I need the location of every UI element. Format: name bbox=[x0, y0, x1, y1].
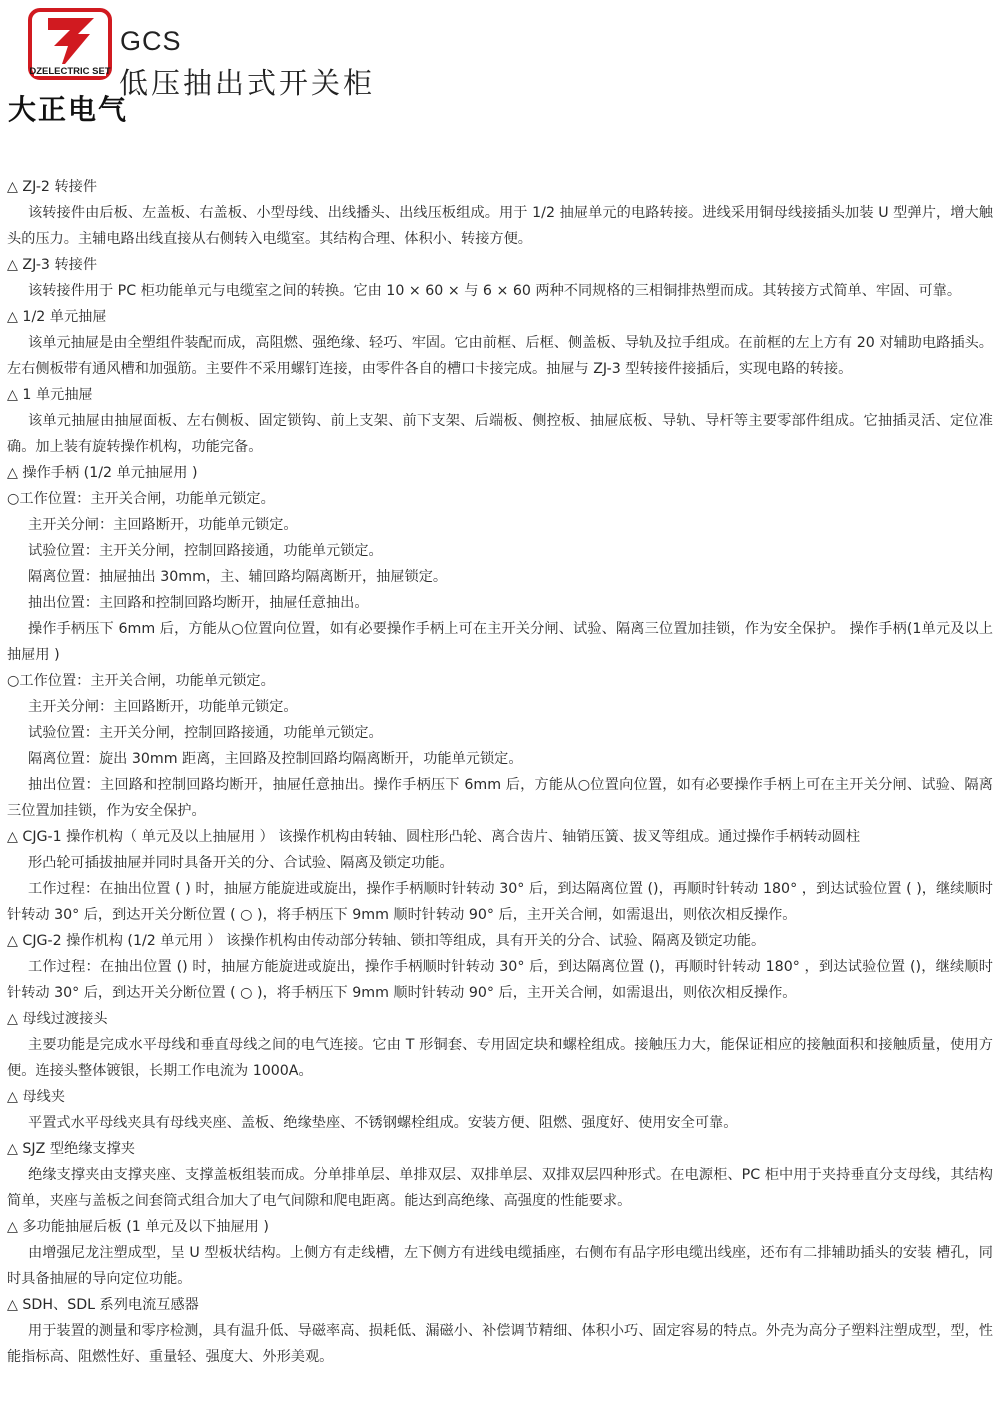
logo-text: DZELECTRIC SET bbox=[29, 66, 111, 77]
body-paragraph: 形凸轮可插拔抽屉并同时具备开关的分、合试验、隔离及锁定功能。 bbox=[28, 855, 454, 871]
section-heading: △ 母线夹 bbox=[7, 1089, 65, 1105]
section-heading: △ ZJ-3 转接件 bbox=[7, 257, 98, 273]
body-paragraph: 该单元抽屉是由全塑组件装配而成，高阻燃、强绝缘、轻巧、牢固。它由前框、后框、侧盖板、导轨及拉手组成。在前框的左上方有 20 对辅助电路插头。左右侧板带有通风槽和加强筋。主要件不采用螺钉连接，由零件各自的槽口卡接完成。抽屉与 ZJ-3 型转接件接插后，实现电路的转接。 bbox=[7, 335, 993, 377]
section-heading: △ 1/2 单元抽屉 bbox=[7, 309, 107, 325]
body-paragraph: 主开关分闸：主回路断开，功能单元锁定。 bbox=[28, 517, 298, 533]
section-heading: △ SDH、SDL 系列电流互感器 bbox=[7, 1297, 199, 1313]
body-paragraph: 由增强尼龙注塑成型，呈 U 型板状结构。上侧方有走线槽，左下侧方有进线电缆插座，右侧布有品字形电缆出线座，还布有二排辅助插头的安装 槽孔，同时具备抽屉的导向定位功能。 bbox=[7, 1245, 993, 1287]
body-paragraph: 平置式水平母线夹具有母线夹座、盖板、绝缘垫座、不锈钢螺栓组成。安装方便、阻燃、强度好、使用安全可靠。 bbox=[28, 1115, 738, 1131]
section-heading: △ CJG-2 操作机构 (1/2 单元用 ） 该操作机构由传动部分转轴、锁扣等组成，具有开关的分合、试验、隔离及锁定功能。 bbox=[7, 933, 766, 949]
body-paragraph: 抽出位置：主回路和控制回路均断开，抽屉任意抽出。 bbox=[28, 595, 369, 611]
section-heading: △ ZJ-2 转接件 bbox=[7, 179, 98, 195]
page-header bbox=[0, 0, 1000, 130]
section-heading: △ 多功能抽屉后板 (1 单元及以下抽屉用 ) bbox=[7, 1219, 269, 1235]
brand-name-cn: 大正电气 bbox=[8, 93, 129, 126]
section-heading: △ CJG-1 操作机构（ 单元及以上抽屉用 ） 该操作机构由转轴、圆柱形凸轮、离合齿片、轴销压簧、拔叉等组成。通过操作手柄转动圆柱 bbox=[7, 829, 861, 845]
section-heading: △ 1 单元抽屉 bbox=[7, 387, 93, 403]
body-paragraph: 该转接件用于 PC 柜功能单元与电缆室之间的转换。它由 10 × 60 × 与 6 × 60 两种不同规格的三相铜排热塑而成。其转接方式简单、牢固、可靠。 bbox=[28, 283, 962, 299]
section-heading: △ 操作手柄 (1/2 单元抽屉用 ) bbox=[7, 465, 198, 481]
body-paragraph: 该转接件由后板、左盖板、右盖板、小型母线、出线播头、出线压板组成。用于 1/2 抽屉单元的电路转接。进线采用铜母线接插头加装 U 型弹片，增大触头的压力。主辅电路出线直接从右侧转入电缆室。其结构合理、体积小、转接方便。 bbox=[7, 205, 993, 247]
body-paragraph: 隔离位置：抽屉抽出 30mm，主、辅回路均隔离断开，抽屉锁定。 bbox=[28, 569, 448, 585]
document-body bbox=[7, 174, 993, 1370]
section-heading: △ SJZ 型绝缘支撑夹 bbox=[7, 1141, 135, 1157]
body-paragraph: 抽出位置：主回路和控制回路均断开，抽屉任意抽出。操作手柄压下 6mm 后，方能从○位置向位置，如有必要操作手柄上可在主开关分闸、试验、隔离三位置加挂锁，作为安全保护。 bbox=[7, 777, 993, 819]
body-paragraph: 主要功能是完成水平母线和垂直母线之间的电气连接。它由 T 形铜套、专用固定块和螺栓组成。接触压力大，能保证相应的接触面积和接触质量，使用方便。连接头整体镀银，长期工作电流为 1000A。 bbox=[7, 1037, 993, 1079]
page-title-cn: 低压抽出式开关柜 bbox=[119, 66, 376, 100]
body-paragraph: 该单元抽屉由抽屉面板、左右侧板、固定锁钩、前上支架、前下支架、后端板、侧控板、抽屉底板、导轨、导杆等主要零部件组成。它抽插灵活、定位准确。加上装有旋转操作机构，功能完备。 bbox=[7, 413, 993, 455]
body-paragraph: 试验位置：主开关分闸，控制回路接通，功能单元锁定。 bbox=[28, 543, 383, 559]
section-heading: △ 母线过渡接头 bbox=[7, 1011, 108, 1027]
body-paragraph: 工作过程：在抽出位置 () 时，抽屉方能旋进或旋出，操作手柄顺时针转动 30° 后，到达隔离位置 ()，再顺时针转动 180° ，到达试验位置 ()，继续顺时针转动 30° 后，到达开关分断位置 ( ○ )，将手柄压下 9mm 顺时针转动 90° 后，主开关合闸，如需退出，则依次相反操作。 bbox=[7, 959, 993, 1001]
body-paragraph: ○工作位置：主开关合闸，功能单元锁定。 bbox=[7, 673, 275, 689]
body-paragraph: 工作过程：在抽出位置 ( ) 时，抽屉方能旋进或旋出，操作手柄顺时针转动 30° 后，到达隔离位置 ()，再顺时针转动 180° ，到达试验位置 ( )，继续顺时针转动 30° 后，到达开关分断位置 ( ○ )，将手柄压下 9mm 顺时针转动 90° 后，主开关合闸，如需退出，则依次相反操作。 bbox=[7, 881, 993, 923]
body-paragraph: 绝缘支撑夹由支撑夹座、支撑盖板组装而成。分单排单层、单排双层、双排单层、双排双层四种形式。在电源柜、PC 柜中用于夹持垂直分支母线，其结构简单，夹座与盖板之间套筒式组合加大了电气间隙和爬电距离。能达到高绝缘、高强度的性能要求。 bbox=[7, 1167, 993, 1209]
page-title-en: GCS bbox=[120, 26, 182, 56]
body-paragraph: 隔离位置：旋出 30mm 距离，主回路及控制回路均隔离断开，功能单元锁定。 bbox=[28, 751, 523, 767]
body-paragraph: ○工作位置：主开关合闸，功能单元锁定。 bbox=[7, 491, 275, 507]
body-paragraph: 主开关分闸：主回路断开，功能单元锁定。 bbox=[28, 699, 298, 715]
body-paragraph: 用于装置的测量和零序检测，具有温升低、导磁率高、损耗低、漏磁小、补偿调节精细、体积小巧、固定容易的特点。外壳为高分子塑料注塑成型，型，性能指标高、阻燃性好、重量轻、强度大、外形美观。 bbox=[7, 1323, 993, 1365]
body-paragraph: 试验位置：主开关分闸，控制回路接通，功能单元锁定。 bbox=[28, 725, 383, 741]
body-paragraph: 操作手柄压下 6mm 后，方能从○位置向位置，如有必要操作手柄上可在主开关分闸、试验、隔离三位置加挂锁，作为安全保护。 操作手柄(1单元及以上抽屉用 ) bbox=[7, 621, 993, 663]
